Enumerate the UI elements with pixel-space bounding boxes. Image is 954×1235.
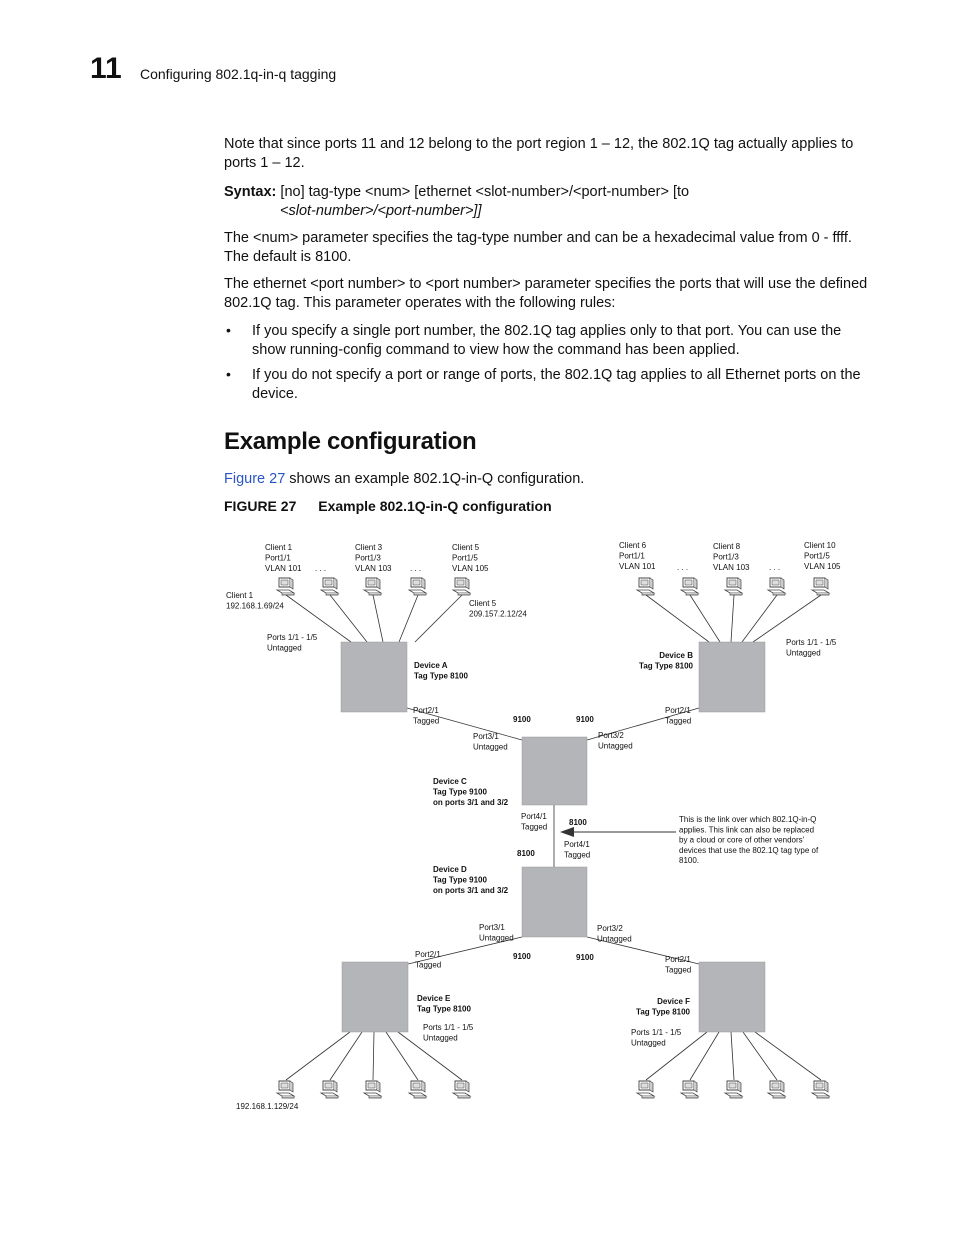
ethernet-paragraph: The ethernet <port number> to <port number> parameter specifies the ports that will use the defined 802.1Q tag. This parameter operates with the following rules: — [224, 276, 868, 311]
client-computer-icon — [321, 578, 338, 595]
client-link-b — [742, 595, 777, 642]
client-link-a — [399, 595, 418, 642]
device-a — [341, 642, 407, 712]
device-b — [699, 642, 765, 712]
device-f-ports: Ports 1/1 - 1/5 Untagged — [631, 1028, 682, 1048]
client-link-f — [743, 1032, 777, 1080]
client-link-b — [646, 595, 709, 642]
tag-9100: 9100 — [576, 953, 594, 962]
device-f-port2: Port2/1 Tagged — [665, 955, 692, 975]
client-computer-icon — [681, 1081, 698, 1098]
client-link-e — [286, 1032, 350, 1080]
client-3-label: Client 3 Port1/3 VLAN 103 — [355, 543, 392, 573]
client-computer-icon — [453, 1081, 470, 1098]
client-1-label: Client 1 Port1/1 VLAN 101 — [265, 543, 302, 573]
client-computer-icon — [321, 1081, 338, 1098]
arrow-head-icon — [560, 827, 574, 837]
client-computer-icon — [637, 578, 654, 595]
device-b-port2: Port2/1 Tagged — [665, 706, 692, 726]
client-link-f — [755, 1032, 821, 1080]
device-b-ports: Ports 1/1 - 1/5 Untagged — [786, 638, 837, 658]
note-paragraph: Note that since ports 11 and 12 belong to the port region 1 – 12, the 802.1Q tag actually applies to ports 1 – 12. — [224, 136, 854, 171]
ellipsis: . . . — [769, 563, 781, 572]
ellipsis: . . . — [410, 564, 422, 573]
device-c-port31: Port3/1 Untagged — [473, 732, 508, 752]
device-c-port32: Port3/2 Untagged — [598, 731, 633, 751]
device-d-label: Device D Tag Type 9100 on ports 3/1 and 3/2 — [433, 865, 509, 895]
client-computer-icon — [409, 1081, 426, 1098]
client-link-e — [373, 1032, 374, 1080]
client-computer-icon — [453, 578, 470, 595]
device-c-label: Device C Tag Type 9100 on ports 3/1 and 3/2 — [433, 777, 509, 807]
device-e-ports: Ports 1/1 - 1/5 Untagged — [423, 1023, 474, 1043]
tag-8100: 8100 — [569, 818, 587, 827]
device-f — [699, 962, 765, 1032]
section-title: Example configuration — [224, 428, 477, 455]
device-e-port2: Port2/1 Tagged — [415, 950, 442, 970]
client-link-f — [690, 1032, 719, 1080]
client-link-b — [690, 595, 720, 642]
tag-9100: 9100 — [513, 715, 531, 724]
device-d — [522, 867, 587, 937]
client-link-e — [330, 1032, 362, 1080]
tag-8100: 8100 — [517, 849, 535, 858]
syntax-line-2: <slot-number>/<port-number>]] — [280, 203, 482, 219]
device-d-port41: Port4/1 Tagged — [564, 840, 591, 860]
client-computer-icon — [409, 578, 426, 595]
num-paragraph: The <num> parameter specifies the tag-type number and can be a hexadecimal value from 0 - ffff. The default is 8100. — [224, 230, 852, 265]
tag-9100: 9100 — [513, 952, 531, 961]
client-5-ip: Client 5 209.157.2.12/24 — [469, 599, 527, 619]
client-link-a — [415, 595, 462, 642]
client-computer-icon — [681, 578, 698, 595]
syntax-line-1: [no] tag-type <num> [ethernet <slot-number>/<port-number> [to — [280, 184, 690, 200]
client-link-f — [731, 1032, 734, 1080]
client-computer-icon — [277, 1081, 294, 1098]
client-link-e — [386, 1032, 418, 1080]
bullet-item-1: If you specify a single port number, the 802.1Q tag applies only to that port. You can use the show running-config command to view how the command has been applied. — [252, 323, 842, 358]
chapter-title: Configuring 802.1q-in-q tagging — [140, 66, 337, 82]
ellipsis: . . . — [677, 563, 689, 572]
device-a-label: Device A Tag Type 8100 — [414, 661, 468, 681]
client-computer-icon — [812, 1081, 829, 1098]
client-computer-icon — [637, 1081, 654, 1098]
client-link-a — [330, 595, 367, 642]
device-a-port2: Port2/1 Tagged — [413, 706, 440, 726]
client-computer-icon — [768, 578, 785, 595]
bullet-item-2: If you do not specify a port or range of ports, the 802.1Q tag applies to all Ethernet ports on the device. — [252, 367, 861, 402]
bullet-marker: • — [226, 322, 231, 338]
client-computer-icon — [364, 578, 381, 595]
device-f-label: Device F Tag Type 8100 — [636, 997, 690, 1017]
figure-link[interactable]: Figure 27 — [224, 471, 286, 487]
client-computer-icon — [725, 578, 742, 595]
figure-title: Example 802.1Q-in-Q configuration — [318, 498, 552, 514]
chapter-number: 11 — [90, 52, 122, 85]
device-d-port31: Port3/1 Untagged — [479, 923, 514, 943]
client-link-b — [731, 595, 734, 642]
client-computer-icon — [364, 1081, 381, 1098]
client-computer-icon — [277, 578, 294, 595]
client-10-label: Client 10 Port1/5 VLAN 105 — [804, 541, 841, 571]
client-6-label: Client 6 Port1/1 VLAN 101 — [619, 541, 656, 571]
device-e — [342, 962, 408, 1032]
client-1-ip: Client 1 192.168.1.69/24 — [226, 591, 284, 611]
client-5-label: Client 5 Port1/5 VLAN 105 — [452, 543, 489, 573]
device-b-label: Device B Tag Type 8100 — [639, 651, 693, 671]
device-a-ports: Ports 1/1 - 1/5 Untagged — [267, 633, 318, 653]
tag-9100: 9100 — [576, 715, 594, 724]
client-computer-icon — [768, 1081, 785, 1098]
bottom-ip: 192.168.1.129/24 — [236, 1102, 299, 1111]
ellipsis: . . . — [315, 564, 327, 573]
figure-ref-text: shows an example 802.1Q-in-Q configuration. — [285, 471, 585, 487]
client-8-label: Client 8 Port1/3 VLAN 103 — [713, 542, 750, 572]
device-d-port32: Port3/2 Untagged — [597, 924, 632, 944]
syntax-label: Syntax: — [224, 184, 277, 200]
device-c — [522, 737, 587, 805]
device-e-label: Device E Tag Type 8100 — [417, 994, 471, 1014]
device-c-port41: Port4/1 Tagged — [521, 812, 548, 832]
client-computer-icon — [812, 578, 829, 595]
client-computer-icon — [725, 1081, 742, 1098]
bullet-marker: • — [226, 366, 231, 382]
client-link-a — [373, 595, 383, 642]
figure-label: FIGURE 27 — [224, 498, 297, 514]
annotation-text: This is the link over which 802.1Q-in-Q applies. This link can also be replaced by a cloud or core of other vendors' devices that use the 802.1Q tag type of 8100. — [679, 815, 819, 866]
client-link-b — [753, 595, 821, 642]
